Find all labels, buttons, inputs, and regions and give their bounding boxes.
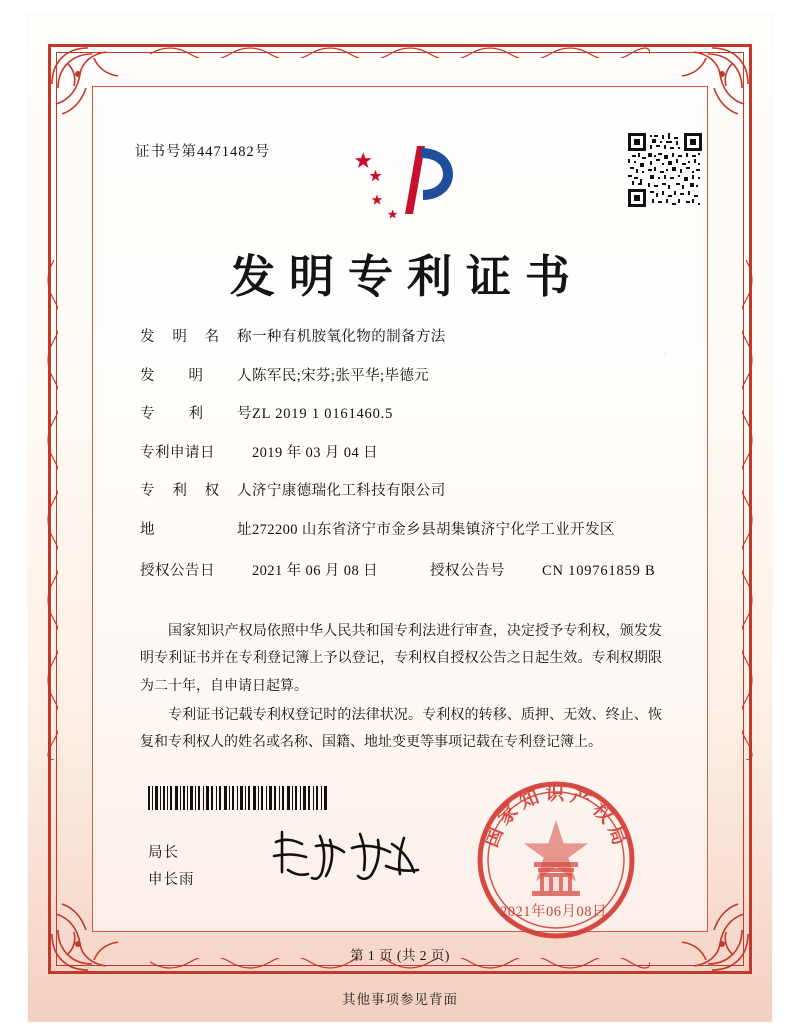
footer-note: 其他事项参见背面 [342, 992, 458, 1007]
field-value: 2019 年 03 月 04 日 [252, 444, 379, 461]
field-patentee [140, 482, 670, 502]
director-name: 申长雨 [148, 871, 195, 888]
field-value: CN 109761859 B [542, 563, 656, 580]
field-label: 授权公告号 [430, 563, 505, 580]
field-grant-row [140, 559, 670, 580]
svg-text:国家知识产权局: 国家知识产权局 [480, 782, 633, 853]
handwritten-signature-icon [268, 826, 428, 888]
page-number: 第 1 页 (共 2 页) [350, 948, 450, 963]
qr-code-icon [628, 133, 702, 207]
certificate-number: 证书号第4471482号 [135, 144, 271, 160]
field-patent-number [140, 405, 670, 425]
field-value: ZL 2019 1 0161460.5 [252, 406, 394, 423]
field-grant-date [140, 559, 430, 580]
field-value: 陈军民;宋芬;张平华;毕德元 [252, 367, 430, 384]
field-label: 发 明 名 称 [140, 329, 252, 345]
paragraph: 专利证书记载专利权登记时的法律状况。专利权的转移、质押、无效、终止、恢复和专利权人的姓名或名称、国籍、地址变更等事项记载在专利登记簿上。 [140, 707, 662, 751]
edge-ornament-icon [150, 40, 650, 58]
field-application-date [140, 444, 670, 464]
signature-block [148, 840, 195, 894]
paragraph: 国家知识产权局依照中华人民共和国专利法进行审查，决定授予专利权，颁发发明专利证书并在专利登记簿上予以登记，专利权自授权公告之日起生效。专利权期限为二十年，自申请日起算。 [140, 624, 662, 694]
edge-ornament-icon [40, 260, 58, 760]
field-label: 专 利 权 人 [140, 483, 252, 500]
field-value: 2021 年 06 月 08 日 [252, 563, 379, 580]
field-value: 济宁康德瑞化工科技有限公司 [252, 483, 446, 500]
field-invention-name [140, 328, 670, 348]
field-label: 专 利 号 [140, 406, 252, 423]
field-inventors [140, 367, 670, 387]
director-label: 局长 [148, 845, 179, 861]
edge-ornament-icon [742, 260, 760, 760]
page-title: 发明专利证书 [229, 250, 584, 303]
field-address [140, 521, 670, 541]
cnipa-logo-icon [355, 140, 465, 220]
barcode-icon [148, 786, 330, 810]
field-list [140, 328, 670, 598]
field-label: 发 明 人 [140, 367, 252, 384]
field-label: 授权公告日 [140, 563, 215, 580]
legal-text [140, 618, 662, 758]
field-label: 专利申请日 [140, 444, 215, 461]
field-value: 272200 山东省济宁市金乡县胡集镇济宁化学工业开发区 [252, 521, 615, 538]
field-value: 一种有机胺氧化物的制备方法 [252, 329, 446, 345]
seal-date: 2021年06月08日 [500, 904, 607, 920]
field-label: 地 址 [140, 521, 252, 538]
field-grant-number [430, 559, 656, 580]
